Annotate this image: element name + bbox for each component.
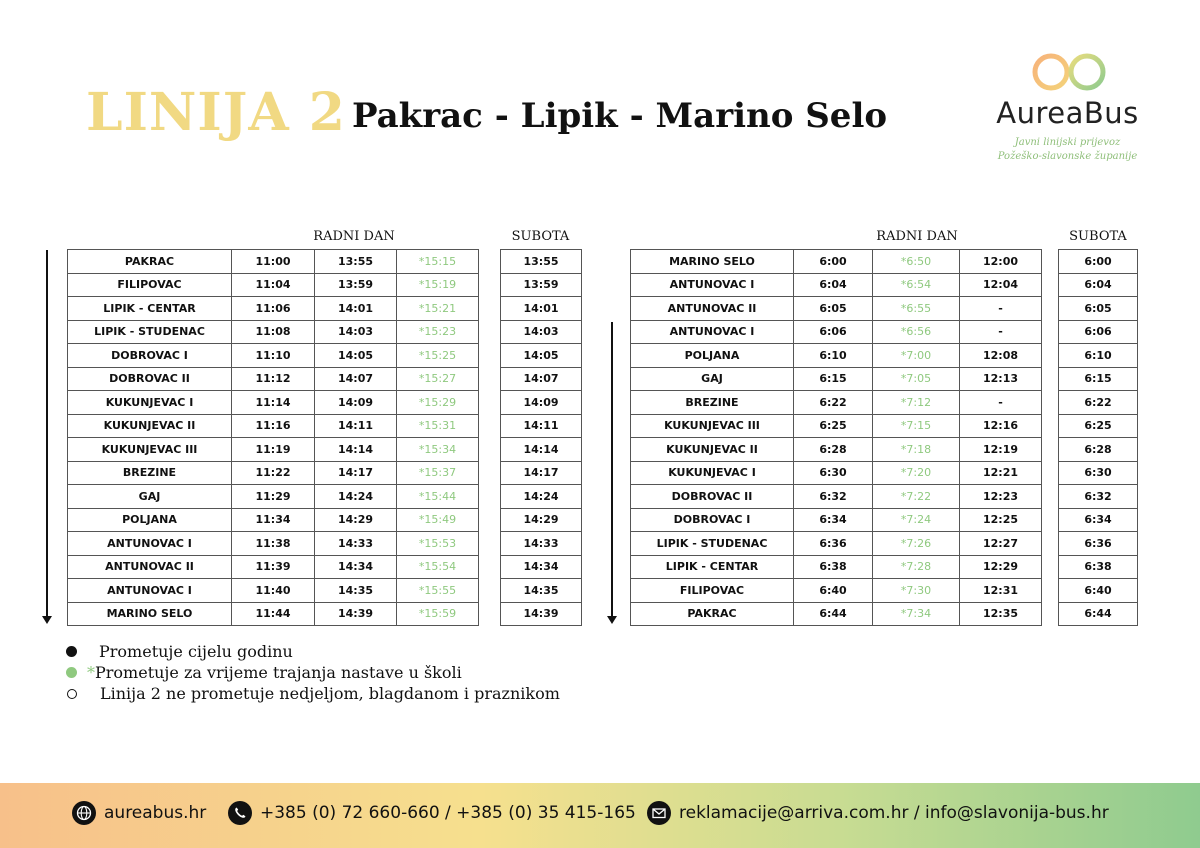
legend bbox=[66, 641, 560, 704]
departure-time-cell: *7:12 bbox=[873, 391, 960, 415]
departure-time-cell: 6:25 bbox=[794, 414, 873, 438]
table-row bbox=[68, 250, 479, 274]
direction-arrow-inbound bbox=[611, 322, 613, 622]
table-row bbox=[631, 602, 1042, 626]
table-row bbox=[501, 297, 582, 321]
table-row bbox=[1059, 297, 1138, 321]
departure-time-cell: *7:05 bbox=[873, 367, 960, 391]
stop-name-cell: ANTUNOVAC II bbox=[631, 297, 794, 321]
table-row bbox=[68, 532, 479, 556]
table-row bbox=[1059, 367, 1138, 391]
legend-row-no-sunday bbox=[66, 683, 560, 704]
departure-time-cell: 11:19 bbox=[232, 438, 315, 462]
departure-time-cell: 14:29 bbox=[315, 508, 397, 532]
departure-time-cell: *7:24 bbox=[873, 508, 960, 532]
phone-numbers[interactable]: +385 (0) 72 660-660 / +385 (0) 35 415-165 bbox=[260, 803, 636, 823]
stop-name-cell: GAJ bbox=[68, 485, 232, 509]
table-row bbox=[68, 273, 479, 297]
stop-name-cell: DOBROVAC II bbox=[631, 485, 794, 509]
stop-name-cell: DOBROVAC I bbox=[631, 508, 794, 532]
table-row bbox=[1059, 250, 1138, 274]
saturday-time-cell: 13:59 bbox=[501, 273, 582, 297]
stop-name-cell: ANTUNOVAC II bbox=[68, 555, 232, 579]
table-row bbox=[631, 320, 1042, 344]
outbound-saturday-table bbox=[500, 249, 582, 626]
stop-name-cell: ANTUNOVAC I bbox=[68, 579, 232, 603]
table-row bbox=[501, 508, 582, 532]
saturday-time-cell: 14:34 bbox=[501, 555, 582, 579]
table-row bbox=[1059, 273, 1138, 297]
footer-phone[interactable] bbox=[228, 801, 636, 825]
table-row bbox=[68, 344, 479, 368]
stop-name-cell: BREZINE bbox=[631, 391, 794, 415]
stop-name-cell: DOBROVAC II bbox=[68, 367, 232, 391]
table-row bbox=[1059, 555, 1138, 579]
departure-time-cell: 12:00 bbox=[960, 250, 1042, 274]
table-row bbox=[631, 250, 1042, 274]
departure-time-cell: 12:04 bbox=[960, 273, 1042, 297]
departure-time-cell: - bbox=[960, 391, 1042, 415]
stop-name-cell: LIPIK - CENTAR bbox=[68, 297, 232, 321]
saturday-time-cell: 14:07 bbox=[501, 367, 582, 391]
saturday-time-cell: 6:06 bbox=[1059, 320, 1138, 344]
departure-time-cell: 14:11 bbox=[315, 414, 397, 438]
table-row bbox=[501, 367, 582, 391]
saturday-time-cell: 6:00 bbox=[1059, 250, 1138, 274]
departure-time-cell: 6:38 bbox=[794, 555, 873, 579]
table-row bbox=[631, 414, 1042, 438]
table-row bbox=[501, 461, 582, 485]
table-row bbox=[631, 579, 1042, 603]
departure-time-cell: 14:07 bbox=[315, 367, 397, 391]
departure-time-cell: 6:22 bbox=[794, 391, 873, 415]
globe-icon bbox=[72, 801, 96, 825]
saturday-time-cell: 14:17 bbox=[501, 461, 582, 485]
brand-tagline-line2: Požeško-slavonske županije bbox=[997, 151, 1138, 162]
departure-time-cell: 6:00 bbox=[794, 250, 873, 274]
departure-time-cell: 11:38 bbox=[232, 532, 315, 556]
stop-name-cell: KUKUNJEVAC II bbox=[631, 438, 794, 462]
departure-time-cell: 11:14 bbox=[232, 391, 315, 415]
stop-name-cell: MARINO SELO bbox=[68, 602, 232, 626]
aureabus-logo bbox=[1027, 36, 1109, 94]
stop-name-cell: KUKUNJEVAC I bbox=[631, 461, 794, 485]
departure-time-cell: 12:35 bbox=[960, 602, 1042, 626]
departure-time-cell: *7:30 bbox=[873, 579, 960, 603]
saturday-time-cell: 14:01 bbox=[501, 297, 582, 321]
table-row bbox=[1059, 320, 1138, 344]
saturday-time-cell: 6:40 bbox=[1059, 579, 1138, 603]
table-row bbox=[68, 367, 479, 391]
direction-arrow-outbound bbox=[46, 250, 48, 622]
departure-time-cell: 12:27 bbox=[960, 532, 1042, 556]
table-row bbox=[68, 602, 479, 626]
stop-name-cell: ANTUNOVAC I bbox=[631, 320, 794, 344]
table-row bbox=[631, 485, 1042, 509]
table-row bbox=[631, 508, 1042, 532]
departure-time-cell: *15:19 bbox=[397, 273, 479, 297]
departure-time-cell: 13:59 bbox=[315, 273, 397, 297]
saturday-time-cell: 14:24 bbox=[501, 485, 582, 509]
table-row bbox=[1059, 391, 1138, 415]
saturday-time-cell: 6:28 bbox=[1059, 438, 1138, 462]
footer bbox=[0, 783, 1200, 848]
departure-time-cell: 6:15 bbox=[794, 367, 873, 391]
departure-time-cell: 14:14 bbox=[315, 438, 397, 462]
table-row bbox=[68, 461, 479, 485]
saturday-time-cell: 6:15 bbox=[1059, 367, 1138, 391]
stop-name-cell: LIPIK - STUDENAC bbox=[631, 532, 794, 556]
saturday-time-cell: 14:05 bbox=[501, 344, 582, 368]
saturday-time-cell: 14:33 bbox=[501, 532, 582, 556]
outbound-weekday-table bbox=[67, 249, 479, 626]
departure-time-cell: 12:16 bbox=[960, 414, 1042, 438]
departure-time-cell: *6:50 bbox=[873, 250, 960, 274]
departure-time-cell: 14:03 bbox=[315, 320, 397, 344]
stop-name-cell: ANTUNOVAC I bbox=[68, 532, 232, 556]
departure-time-cell: *15:25 bbox=[397, 344, 479, 368]
departure-time-cell: 14:39 bbox=[315, 602, 397, 626]
stop-name-cell: BREZINE bbox=[68, 461, 232, 485]
departure-time-cell: 6:10 bbox=[794, 344, 873, 368]
table-row bbox=[68, 414, 479, 438]
table-row bbox=[1059, 485, 1138, 509]
saturday-time-cell: 6:36 bbox=[1059, 532, 1138, 556]
table-row bbox=[501, 579, 582, 603]
departure-time-cell: 14:17 bbox=[315, 461, 397, 485]
table-row bbox=[68, 320, 479, 344]
saturday-time-cell: 6:38 bbox=[1059, 555, 1138, 579]
stop-name-cell: FILIPOVAC bbox=[68, 273, 232, 297]
departure-time-cell: *7:34 bbox=[873, 602, 960, 626]
departure-time-cell: 11:12 bbox=[232, 367, 315, 391]
departure-time-cell: *15:44 bbox=[397, 485, 479, 509]
departure-time-cell: 11:08 bbox=[232, 320, 315, 344]
stop-name-cell: MARINO SELO bbox=[631, 250, 794, 274]
footer-email[interactable] bbox=[647, 801, 1109, 825]
departure-time-cell: 14:01 bbox=[315, 297, 397, 321]
table-row bbox=[501, 391, 582, 415]
table-row bbox=[1059, 438, 1138, 462]
departure-time-cell: 14:09 bbox=[315, 391, 397, 415]
departure-time-cell: 12:13 bbox=[960, 367, 1042, 391]
departure-time-cell: 12:29 bbox=[960, 555, 1042, 579]
table-row bbox=[501, 438, 582, 462]
departure-time-cell: 11:22 bbox=[232, 461, 315, 485]
green-dot-icon bbox=[66, 667, 77, 678]
table-row bbox=[501, 414, 582, 438]
departure-time-cell: *15:23 bbox=[397, 320, 479, 344]
brand-tagline bbox=[985, 136, 1150, 164]
departure-time-cell: 11:34 bbox=[232, 508, 315, 532]
departure-time-cell: 11:39 bbox=[232, 555, 315, 579]
departure-time-cell: 14:05 bbox=[315, 344, 397, 368]
table-row bbox=[501, 250, 582, 274]
footer-website[interactable] bbox=[72, 801, 206, 825]
table-row bbox=[631, 532, 1042, 556]
outbound-saturday-header: SUBOTA bbox=[511, 229, 570, 244]
departure-time-cell: *15:15 bbox=[397, 250, 479, 274]
departure-time-cell: 6:04 bbox=[794, 273, 873, 297]
saturday-time-cell: 14:29 bbox=[501, 508, 582, 532]
table-row bbox=[68, 485, 479, 509]
departure-time-cell: 6:28 bbox=[794, 438, 873, 462]
table-row bbox=[631, 438, 1042, 462]
table-row bbox=[68, 438, 479, 462]
line-label: LINIJA 2 bbox=[86, 82, 346, 143]
table-row bbox=[1059, 532, 1138, 556]
table-row bbox=[1059, 602, 1138, 626]
phone-icon bbox=[228, 801, 252, 825]
departure-time-cell: *7:00 bbox=[873, 344, 960, 368]
table-row bbox=[68, 391, 479, 415]
inbound-weekday-header: RADNI DAN bbox=[876, 229, 958, 244]
departure-time-cell: 6:06 bbox=[794, 320, 873, 344]
departure-time-cell: *7:15 bbox=[873, 414, 960, 438]
stop-name-cell: KUKUNJEVAC II bbox=[68, 414, 232, 438]
departure-time-cell: 6:32 bbox=[794, 485, 873, 509]
table-row bbox=[1059, 461, 1138, 485]
departure-time-cell: *7:18 bbox=[873, 438, 960, 462]
departure-time-cell: *7:26 bbox=[873, 532, 960, 556]
legend-all-year-text: Prometuje cijelu godinu bbox=[99, 642, 293, 661]
table-row bbox=[1059, 579, 1138, 603]
inbound-weekday-table bbox=[630, 249, 1042, 626]
departure-time-cell: 6:36 bbox=[794, 532, 873, 556]
table-row bbox=[501, 485, 582, 509]
saturday-time-cell: 6:34 bbox=[1059, 508, 1138, 532]
table-row bbox=[68, 555, 479, 579]
departure-time-cell: *15:31 bbox=[397, 414, 479, 438]
stop-name-cell: PAKRAC bbox=[68, 250, 232, 274]
table-row bbox=[631, 367, 1042, 391]
stop-name-cell: KUKUNJEVAC III bbox=[68, 438, 232, 462]
legend-star: * bbox=[87, 663, 95, 682]
departure-time-cell: 11:06 bbox=[232, 297, 315, 321]
stop-name-cell: LIPIK - CENTAR bbox=[631, 555, 794, 579]
email-addresses[interactable]: reklamacije@arriva.com.hr / info@slavonija-bus.hr bbox=[679, 803, 1109, 823]
departure-time-cell: 6:34 bbox=[794, 508, 873, 532]
hollow-dot-icon bbox=[67, 689, 77, 699]
table-row bbox=[631, 461, 1042, 485]
saturday-time-cell: 6:44 bbox=[1059, 602, 1138, 626]
saturday-time-cell: 6:25 bbox=[1059, 414, 1138, 438]
departure-time-cell: 11:44 bbox=[232, 602, 315, 626]
stop-name-cell: POLJANA bbox=[68, 508, 232, 532]
departure-time-cell: *15:59 bbox=[397, 602, 479, 626]
departure-time-cell: *7:22 bbox=[873, 485, 960, 509]
table-row bbox=[501, 273, 582, 297]
table-row bbox=[501, 344, 582, 368]
departure-time-cell: 11:16 bbox=[232, 414, 315, 438]
departure-time-cell: *7:20 bbox=[873, 461, 960, 485]
departure-time-cell: *15:54 bbox=[397, 555, 479, 579]
table-row bbox=[631, 344, 1042, 368]
departure-time-cell: *15:34 bbox=[397, 438, 479, 462]
table-row bbox=[501, 532, 582, 556]
saturday-time-cell: 14:09 bbox=[501, 391, 582, 415]
stop-name-cell: DOBROVAC I bbox=[68, 344, 232, 368]
saturday-time-cell: 6:10 bbox=[1059, 344, 1138, 368]
departure-time-cell: *6:54 bbox=[873, 273, 960, 297]
table-row bbox=[1059, 344, 1138, 368]
departure-time-cell: *15:27 bbox=[397, 367, 479, 391]
departure-time-cell: 14:24 bbox=[315, 485, 397, 509]
departure-time-cell: *15:55 bbox=[397, 579, 479, 603]
departure-time-cell: *15:37 bbox=[397, 461, 479, 485]
table-row bbox=[1059, 414, 1138, 438]
saturday-time-cell: 6:32 bbox=[1059, 485, 1138, 509]
saturday-time-cell: 13:55 bbox=[501, 250, 582, 274]
departure-time-cell: 11:29 bbox=[232, 485, 315, 509]
table-row bbox=[68, 508, 479, 532]
departure-time-cell: 12:25 bbox=[960, 508, 1042, 532]
stop-name-cell: KUKUNJEVAC I bbox=[68, 391, 232, 415]
route-title: Pakrac - Lipik - Marino Selo bbox=[352, 96, 888, 136]
stop-name-cell: PAKRAC bbox=[631, 602, 794, 626]
saturday-time-cell: 14:11 bbox=[501, 414, 582, 438]
saturday-time-cell: 6:05 bbox=[1059, 297, 1138, 321]
departure-time-cell: *15:21 bbox=[397, 297, 479, 321]
departure-time-cell: *6:56 bbox=[873, 320, 960, 344]
stop-name-cell: FILIPOVAC bbox=[631, 579, 794, 603]
departure-time-cell: 14:35 bbox=[315, 579, 397, 603]
departure-time-cell: 12:21 bbox=[960, 461, 1042, 485]
departure-time-cell: - bbox=[960, 320, 1042, 344]
saturday-time-cell: 14:03 bbox=[501, 320, 582, 344]
departure-time-cell: *15:49 bbox=[397, 508, 479, 532]
black-dot-icon bbox=[66, 646, 77, 657]
saturday-time-cell: 6:22 bbox=[1059, 391, 1138, 415]
departure-time-cell: 11:00 bbox=[232, 250, 315, 274]
table-row bbox=[631, 555, 1042, 579]
table-row bbox=[68, 579, 479, 603]
departure-time-cell: 11:10 bbox=[232, 344, 315, 368]
departure-time-cell: 12:31 bbox=[960, 579, 1042, 603]
departure-time-cell: *6:55 bbox=[873, 297, 960, 321]
table-row bbox=[1059, 508, 1138, 532]
inbound-saturday-table bbox=[1058, 249, 1138, 626]
table-row bbox=[631, 391, 1042, 415]
stop-name-cell: GAJ bbox=[631, 367, 794, 391]
departure-time-cell: 12:19 bbox=[960, 438, 1042, 462]
departure-time-cell: 6:40 bbox=[794, 579, 873, 603]
departure-time-cell: 14:34 bbox=[315, 555, 397, 579]
departure-time-cell: *15:29 bbox=[397, 391, 479, 415]
saturday-time-cell: 14:14 bbox=[501, 438, 582, 462]
brand-tagline-line1: Javni linijski prijevoz bbox=[1014, 137, 1121, 148]
website-link[interactable]: aureabus.hr bbox=[104, 803, 207, 823]
saturday-time-cell: 14:39 bbox=[501, 602, 582, 626]
departure-time-cell: 13:55 bbox=[315, 250, 397, 274]
legend-no-sunday-text: Linija 2 ne prometuje nedjeljom, blagdanom i praznikom bbox=[100, 684, 560, 703]
table-row bbox=[68, 297, 479, 321]
stop-name-cell: ANTUNOVAC I bbox=[631, 273, 794, 297]
stop-name-cell: LIPIK - STUDENAC bbox=[68, 320, 232, 344]
brand bbox=[985, 36, 1150, 164]
departure-time-cell: - bbox=[960, 297, 1042, 321]
table-row bbox=[501, 602, 582, 626]
saturday-time-cell: 6:04 bbox=[1059, 273, 1138, 297]
table-row bbox=[631, 273, 1042, 297]
saturday-time-cell: 6:30 bbox=[1059, 461, 1138, 485]
mail-icon bbox=[647, 801, 671, 825]
departure-time-cell: 6:05 bbox=[794, 297, 873, 321]
stop-name-cell: KUKUNJEVAC III bbox=[631, 414, 794, 438]
saturday-time-cell: 14:35 bbox=[501, 579, 582, 603]
departure-time-cell: 11:40 bbox=[232, 579, 315, 603]
stop-name-cell: POLJANA bbox=[631, 344, 794, 368]
departure-time-cell: 12:23 bbox=[960, 485, 1042, 509]
inbound-saturday-header: SUBOTA bbox=[1069, 229, 1127, 244]
departure-time-cell: 6:44 bbox=[794, 602, 873, 626]
legend-school-text: Prometuje za vrijeme trajanja nastave u školi bbox=[95, 663, 462, 682]
departure-time-cell: 11:04 bbox=[232, 273, 315, 297]
brand-name: AureaBus bbox=[996, 96, 1139, 130]
table-row bbox=[501, 555, 582, 579]
legend-row-school bbox=[66, 662, 560, 683]
table-row bbox=[501, 320, 582, 344]
legend-row-all-year bbox=[66, 641, 560, 662]
outbound-weekday-header: RADNI DAN bbox=[313, 229, 395, 244]
departure-time-cell: 6:30 bbox=[794, 461, 873, 485]
departure-time-cell: *15:53 bbox=[397, 532, 479, 556]
table-row bbox=[631, 297, 1042, 321]
departure-time-cell: *7:28 bbox=[873, 555, 960, 579]
departure-time-cell: 12:08 bbox=[960, 344, 1042, 368]
departure-time-cell: 14:33 bbox=[315, 532, 397, 556]
